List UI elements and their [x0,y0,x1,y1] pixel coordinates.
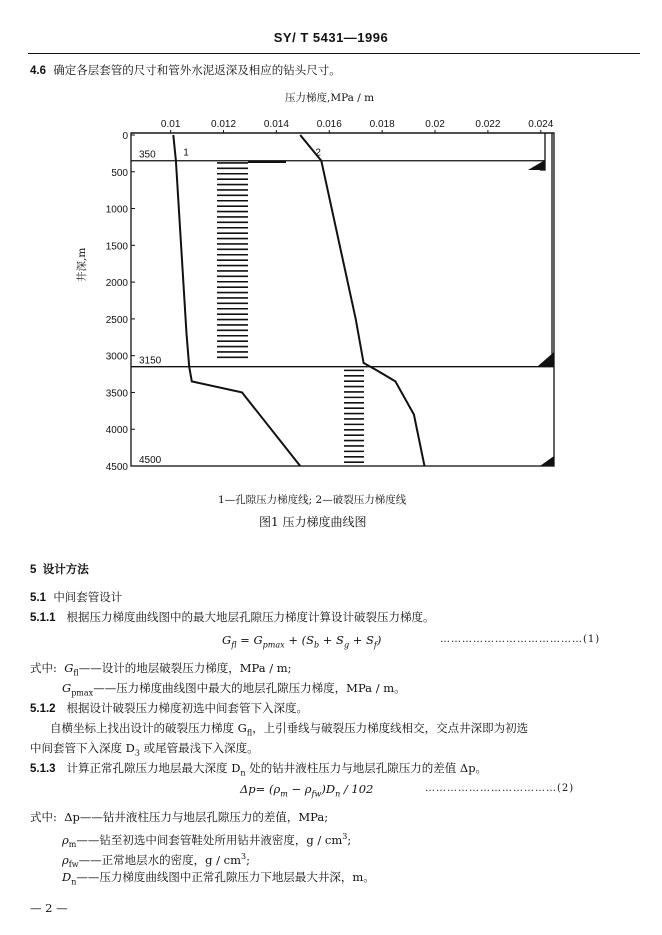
casing-shoe-1 [528,160,545,170]
figure-legend: 1—孔隙压力梯度线; 2—破裂压力梯度线 [218,494,407,506]
section-5 [30,562,89,578]
standard-code: SY/ T 5431—1996 [273,30,389,45]
plot-frame [131,133,554,466]
x-tick-label: 0.024 [528,119,554,130]
y-tick-label: 4000 [105,425,128,437]
figure-top-label: 压力梯度,MPa / m [285,92,375,104]
casing-right-middle [545,133,552,365]
y-tick-label: 3000 [105,351,128,363]
equation-2-number: ………………………………(2) [425,783,575,794]
casing-depth-label: 4500 [139,455,162,466]
figure-caption: 图1 压力梯度曲线图 [259,515,367,529]
y-tick-label: 0 [122,131,128,142]
x-tick-label: 0.016 [316,119,342,130]
curve-1-label: 1 [183,147,189,159]
casing-shoe-3 [540,456,554,466]
where-2-line-3: $\rho_{fw}——$正常地层水的密度，g / $cm^3$; [62,852,250,870]
x-tick-label: 0.022 [475,119,501,130]
where-2-line-1: 式中: Δp——钻井液柱压力与地层孔隙压力的差值，MPa; [30,810,329,824]
section-5-1-1-text: 根据压力梯度曲线图中的最大地层孔隙压力梯度计算设计破裂压力梯度。 [66,610,435,624]
y-tick-label: 4500 [105,462,128,473]
figure-y-label: 井深,m [76,247,88,282]
section-5-1-2: 5.1.2 根据设计破裂压力梯度初选中间套管下入深度。 [30,701,309,715]
where-1-line-2: $G_{pmax}——$压力梯度曲线图中最大的地层孔隙压力梯度，MPa / m。 [62,681,406,698]
x-tick-label: 0.018 [369,119,395,130]
section-5-1-title: 中间套管设计 [53,590,123,604]
y-tick-label: 3500 [105,388,128,400]
x-tick-label: 0.02 [425,119,445,130]
section-text: 确定各层套管的尺寸和管外水泥返深及相应的钻头尺寸。 [53,63,341,77]
y-tick-label: 2000 [105,278,128,290]
x-tick-label: 0.01 [160,119,181,130]
equation-1-number: …………………………………(1) [440,634,601,645]
y-tick-label: 1000 [105,204,128,216]
casing-depth-label: 350 [139,149,156,161]
casing-depth-label: 3150 [139,355,162,367]
where-2-line-4: $D_n——$压力梯度曲线图中正常孔隙压力下地层最大井深，m。 [62,870,375,887]
section-5-1-1-number: 5.1.1 [30,612,56,624]
x-tick-label: 0.012 [211,119,237,130]
where-1-line-1: 式中: $G_{fl}——$设计的地层破裂压力梯度，MPa / m; [30,661,292,678]
y-tick-label: 500 [111,167,128,179]
section-5-1 [30,589,122,606]
equation-2: $\Delta p= (\rho_m - \rho_{fw})D_n / 102$ [240,782,374,799]
x-tick-label: 0.014 [263,119,289,130]
section-5-1-3: 5.1.3 计算正常孔隙压力地层最大深度 $D_n$ 处的钻井液柱压力与地层孔隙压力的差值 Δp。 [30,761,488,778]
page-number: — 2 — [30,901,68,915]
y-tick-label: 2500 [105,314,128,326]
section-5-title: 设计方法 [42,564,89,576]
section-5-number: 5 [30,564,37,576]
y-tick-label: 1500 [105,241,128,253]
curve-2-label: 2 [315,147,321,159]
where-2-line-2: $\rho_m——$钻至初选中间套管鞋处所用钻井液密度，g / $cm^3$; [62,832,352,850]
para-5-1-2-line-2: 中间套管下入深度 $D_3$ 或尾管最浅下入深度。 [30,741,259,758]
para-5-1-2-line-1: 自横坐标上找出设计的破裂压力梯度 $G_{fl}$，上引垂线与破裂压力梯度线相交，交点井深即为初选 [50,721,529,738]
series-line-2 [300,135,424,466]
section-number: 4.6 [30,65,46,77]
section-5-1-1 [30,609,435,626]
equation-1: $G_{fl} = G_{pmax} + (S_b + S_g + S_f)$ [222,633,382,650]
section-5-1-number: 5.1 [30,592,46,604]
